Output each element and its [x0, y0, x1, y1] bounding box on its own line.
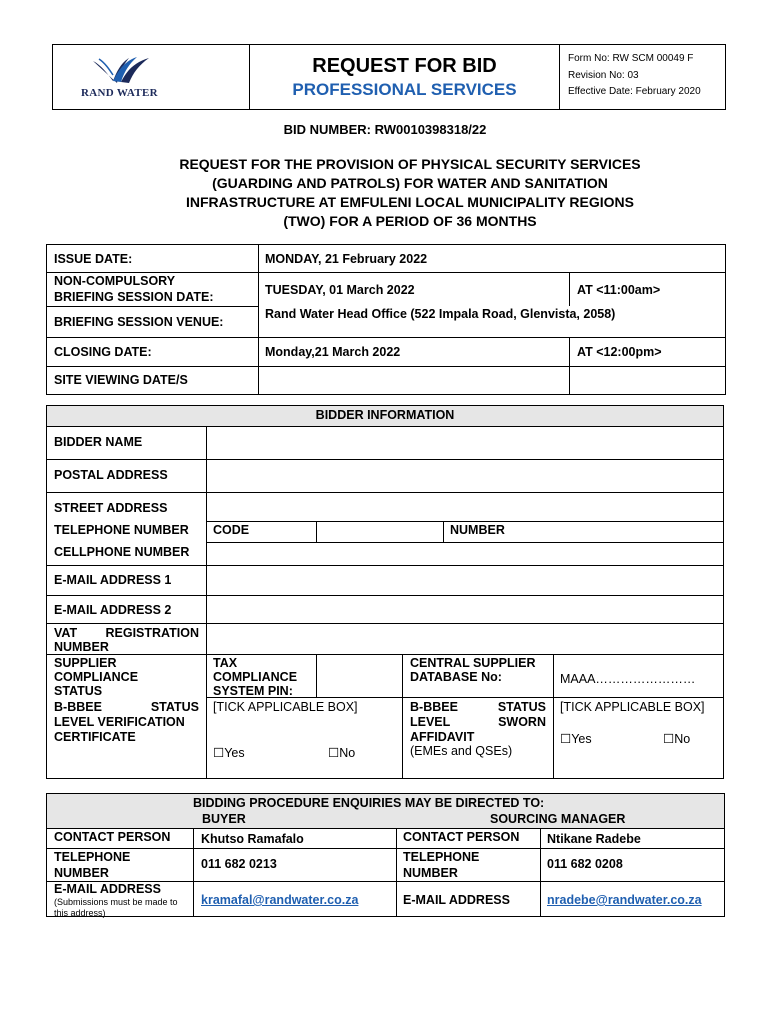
affidavit-label-2: LEVEL SWORN	[410, 715, 546, 729]
headline-line: (TWO) FOR A PERIOD OF 36 MONTHS	[283, 213, 537, 229]
buyer-name: Khutso Ramafalo	[201, 832, 304, 846]
briefing-date-label-1: NON-COMPULSORY	[54, 274, 176, 288]
affidavit-label-4: (EMEs and QSEs)	[410, 744, 513, 758]
effective-date: Effective Date: February 2020	[568, 86, 701, 97]
enquiries-heading: BIDDING PROCEDURE ENQUIRIES MAY BE DIRECTED TO:	[193, 796, 545, 810]
sourcing-contact-label: CONTACT PERSON	[403, 830, 520, 844]
sourcing-telephone: 011 682 0208	[547, 857, 623, 871]
form-meta-cell	[561, 45, 726, 109]
tick-box-instruction-2: [TICK APPLICABLE BOX]	[560, 700, 705, 714]
tax-label-3: SYSTEM PIN:	[213, 684, 293, 698]
csd-label-1: CENTRAL SUPPLIER	[410, 656, 536, 670]
supplier-label-3: STATUS	[54, 684, 103, 698]
bbbee-no-checkbox[interactable]: ☐No	[328, 746, 356, 760]
supplier-label-1: SUPPLIER	[54, 656, 117, 670]
buyer-email-link[interactable]: kramafal@randwater.co.za	[201, 893, 359, 907]
affidavit-label-1: B-BBEE STATUS	[410, 700, 546, 714]
vat-label-2: NUMBER	[54, 640, 109, 654]
closing-date-value: Monday,21 March 2022	[265, 345, 401, 359]
bidder-name-label: BIDDER NAME	[54, 435, 143, 449]
email-note: (Submissions must be made to this address)	[54, 897, 178, 918]
sourcing-tel-label-1: TELEPHONE	[403, 850, 480, 864]
bbbee-label-3: CERTIFICATE	[54, 730, 136, 744]
buyer-tel-label-2: NUMBER	[54, 866, 109, 880]
number-label: NUMBER	[450, 523, 505, 537]
csd-value[interactable]: MAAA……………………	[560, 672, 696, 686]
title-cell	[250, 45, 560, 109]
sourcing-tel-label-2: NUMBER	[403, 866, 458, 880]
headline-line: REQUEST FOR THE PROVISION OF PHYSICAL SECURITY SERVICES	[179, 156, 641, 172]
telephone-label: TELEPHONE NUMBER	[54, 523, 189, 537]
logo-text: RAND WATER	[81, 87, 158, 99]
bbbee-label-2: LEVEL VERIFICATION	[54, 715, 185, 729]
headline-line: INFRASTRUCTURE AT EMFULENI LOCAL MUNICIPALITY REGIONS	[186, 194, 634, 210]
sourcing-email-link[interactable]: nradebe@randwater.co.za	[547, 893, 702, 907]
briefing-date-value: TUESDAY, 01 March 2022	[265, 283, 415, 297]
venue-label: BRIEFING SESSION VENUE:	[54, 315, 224, 329]
street-address-label: STREET ADDRESS	[54, 501, 168, 515]
briefing-date-label-2: BRIEFING SESSION DATE:	[54, 290, 214, 304]
buyer-email-label: E-MAIL ADDRESS	[54, 882, 161, 896]
site-viewing-label: SITE VIEWING DATE/S	[54, 373, 188, 387]
sourcing-name: Ntikane Radebe	[547, 832, 641, 846]
csd-label-2: DATABASE No:	[410, 670, 502, 684]
logo-cell	[53, 45, 250, 109]
form-number: Form No: RW SCM 00049 F	[568, 53, 694, 64]
email2-label: E-MAIL ADDRESS 2	[54, 603, 172, 617]
bbbee-label-1: B-BBEE STATUS	[54, 700, 199, 714]
bbbee-yes-checkbox[interactable]: ☐Yes	[213, 746, 245, 760]
postal-address-label: POSTAL ADDRESS	[54, 468, 168, 482]
tick-box-instruction: [TICK APPLICABLE BOX]	[213, 700, 358, 714]
issue-date-label: ISSUE DATE:	[54, 252, 133, 266]
rand-water-logo-icon	[91, 55, 153, 85]
revision-number: Revision No: 03	[568, 70, 639, 81]
closing-time: AT <12:00pm>	[577, 345, 662, 359]
bidder-info-heading: BIDDER INFORMATION	[315, 408, 455, 422]
buyer-tel-label-1: TELEPHONE	[54, 850, 131, 864]
cellphone-label: CELLPHONE NUMBER	[54, 545, 190, 559]
closing-date-label: CLOSING DATE:	[54, 345, 152, 359]
form-header	[52, 44, 726, 110]
buyer-telephone: 011 682 0213	[201, 857, 277, 871]
venue-value: Rand Water Head Office (522 Impala Road, Glenvista, 2058)	[265, 307, 616, 321]
sourcing-email-label: E-MAIL ADDRESS	[403, 893, 510, 907]
affidavit-yes-checkbox[interactable]: ☐Yes	[560, 732, 592, 746]
tax-label-1: TAX	[213, 656, 238, 670]
tax-label-2: COMPLIANCE	[213, 670, 298, 684]
supplier-label-2: COMPLIANCE	[54, 670, 139, 684]
sourcing-heading: SOURCING MANAGER	[490, 812, 626, 826]
bid-headline	[100, 155, 720, 231]
affidavit-no-checkbox[interactable]: ☐No	[663, 732, 691, 746]
email1-label: E-MAIL ADDRESS 1	[54, 573, 172, 587]
vat-label-1: VAT REGISTRATION	[54, 626, 199, 640]
bid-number: BID NUMBER: RW0010398318/22	[283, 122, 487, 137]
headline-line: (GUARDING AND PATROLS) FOR WATER AND SANITATION	[212, 175, 608, 191]
issue-date-value: MONDAY, 21 February 2022	[265, 252, 428, 266]
affidavit-label-3: AFFIDAVIT	[410, 730, 475, 744]
form-title: REQUEST FOR BID	[312, 55, 497, 77]
code-label: CODE	[213, 523, 250, 537]
buyer-heading: BUYER	[202, 812, 246, 826]
form-subtitle: PROFESSIONAL SERVICES	[292, 80, 517, 99]
buyer-contact-label: CONTACT PERSON	[54, 830, 171, 844]
briefing-time: AT <11:00am>	[577, 283, 661, 297]
